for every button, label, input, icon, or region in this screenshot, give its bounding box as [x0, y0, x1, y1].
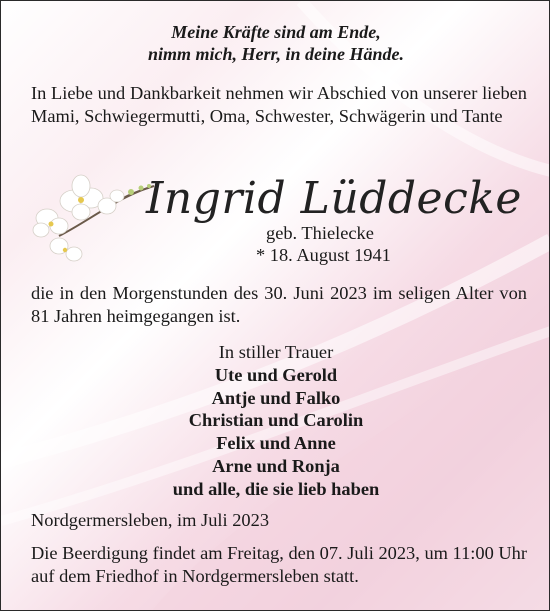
mourner-line: Antje und Falko — [211, 387, 341, 408]
mourner-line: Christian und Carolin — [188, 410, 364, 431]
funeral-info: Die Beerdigung findet am Freitag, den 07. Juli 2023, um 11:00 Uhr auf dem Friedhof in Nordgermersleben statt. — [31, 543, 527, 586]
mourner-line: und alle, die sie lieb haben — [172, 478, 380, 499]
birth-date: * 18. August 1941 — [256, 245, 391, 265]
intro-text: In Liebe und Dankbarkeit nehmen wir Abschied von unserer lieben Mami, Schwiegermutti, Oma, Schwester, Schwägerin und Tante — [31, 83, 527, 126]
maiden-name: geb. Thielecke — [266, 223, 374, 243]
motto — [1, 21, 550, 65]
motto-line-2: nimm mich, Herr, in deine Hände. — [147, 44, 405, 64]
mourners-block — [1, 341, 550, 501]
death-text: die in den Morgenstunden des 30. Juni 2023 im seligen Alter von 81 Jahren heimgegangen ist. — [31, 283, 527, 326]
motto-line-1: Meine Kräfte sind am Ende, — [171, 22, 381, 42]
deceased-name: Ingrid Lüddecke — [146, 173, 522, 224]
mourner-line: Felix und Anne — [216, 433, 336, 454]
mourners-intro: In stiller Trauer — [218, 342, 334, 362]
mourner-line: Arne und Ronja — [212, 455, 340, 476]
orchid-icon — [19, 166, 159, 266]
mourner-line: Ute und Gerold — [214, 364, 338, 385]
place-date: Nordgermersleben, im Juli 2023 — [31, 510, 270, 530]
